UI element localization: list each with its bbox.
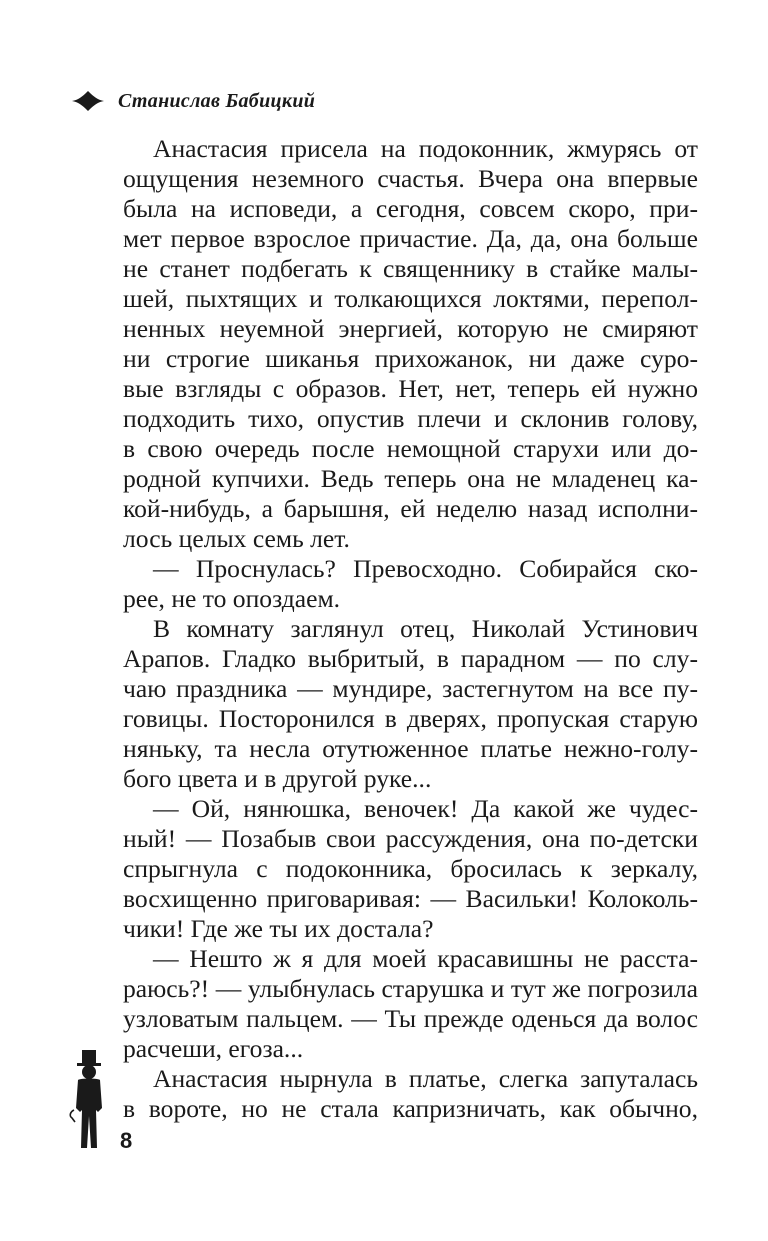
text-line: Анастасия нырнула в платье, слегка запуталась bbox=[153, 1064, 698, 1093]
page-number: 8 bbox=[120, 1128, 133, 1153]
text-line: Арапов. Гладко выбритый, в парадном — по слу- bbox=[123, 644, 698, 673]
running-header bbox=[72, 88, 315, 114]
text-line: ненных неуемной энергией, которую не смиряют bbox=[123, 314, 698, 343]
text-line: чаю праздника — мундире, застегнутом на все пу- bbox=[123, 674, 698, 703]
text-line: родной купчихи. Ведь теперь она не младенец ка- bbox=[123, 464, 698, 493]
text-line: кой-нибудь, а барышня, ей неделю назад исполни- bbox=[123, 494, 698, 523]
text-line: говицы. Посторонился в дверях, пропуская старую bbox=[123, 704, 698, 733]
text-line: — Проснулась? Превосходно. Собирайся ско- bbox=[153, 554, 698, 583]
text-line: няньку, та несла отутюженное платье нежно-голу- bbox=[123, 734, 698, 763]
gentleman-silhouette-icon bbox=[64, 1050, 114, 1150]
text-line: — Ой, нянюшка, веночек! Да какой же чудес- bbox=[153, 794, 698, 823]
author-name: Станислав Бабицкий bbox=[118, 89, 316, 112]
text-line: рее, не то опоздаем. bbox=[123, 584, 341, 613]
text-line: мет первое взрослое причастие. Да, да, она больше bbox=[123, 224, 698, 253]
text-line: в вороте, но не стала капризничать, как обычно, bbox=[123, 1094, 698, 1123]
text-line: лось целых семь лет. bbox=[123, 524, 350, 553]
text-line: ощущения неземного счастья. Вчера она впервые bbox=[123, 164, 698, 193]
text-line: спрыгнула с подоконника, бросилась к зеркалу, bbox=[123, 854, 698, 883]
text-line: раюсь?! — улыбнулась старушка и тут же погрозила bbox=[123, 974, 698, 1003]
text-line: — Нешто ж я для моей красавишны не расста- bbox=[153, 944, 698, 973]
body-text bbox=[123, 134, 698, 1124]
text-line: была на исповеди, а сегодня, совсем скоро, при- bbox=[123, 194, 698, 223]
text-line: ный! — Позабыв свои рассуждения, она по-детски bbox=[123, 824, 698, 853]
text-line: Анастасия присела на подоконник, жмурясь от bbox=[153, 134, 698, 163]
text-line: восхищенно приговаривая: — Васильки! Колоколь- bbox=[123, 884, 698, 913]
text-line: узловатым пальцем. — Ты прежде оденься да волос bbox=[123, 1004, 698, 1033]
text-line: подходить тихо, опустив плечи и склонив голову, bbox=[123, 404, 698, 433]
text-line: шей, пыхтящих и толкающихся локтями, перепол- bbox=[123, 284, 698, 313]
text-line: чики! Где же ты их достала? bbox=[123, 914, 434, 943]
text-line: расчеши, егоза... bbox=[123, 1034, 304, 1063]
text-line: В комнату заглянул отец, Николай Устинович bbox=[153, 614, 698, 643]
text-line: вые взгляды с образов. Нет, нет, теперь ей нужно bbox=[123, 374, 698, 403]
text-line: ни строгие шиканья прихожанок, ни даже суро- bbox=[123, 344, 698, 373]
text-line: в свою очередь после немощной старухи или до- bbox=[123, 434, 698, 463]
diamond-ornament-icon bbox=[72, 91, 104, 111]
text-line: бого цвета и в другой руке... bbox=[123, 764, 432, 793]
text-line: не станет подбегать к священнику в стайке малы- bbox=[123, 254, 698, 283]
